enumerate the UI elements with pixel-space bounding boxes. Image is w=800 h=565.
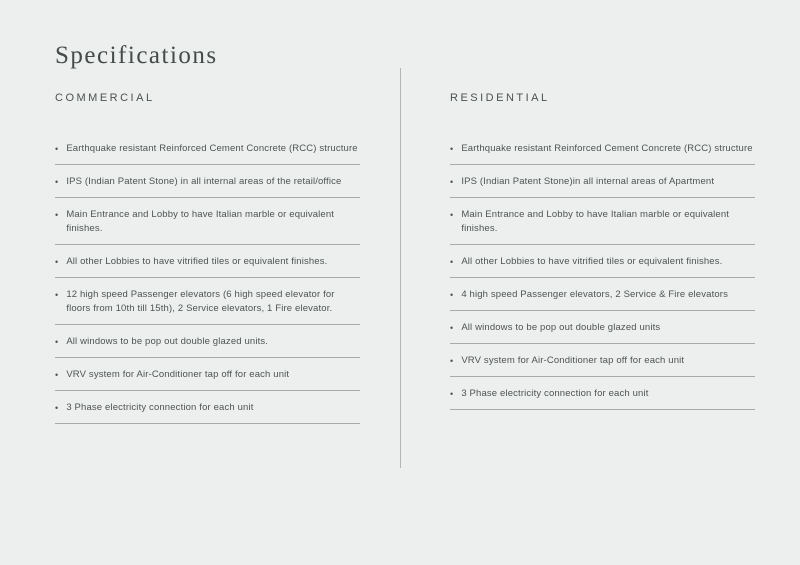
bullet-icon: • bbox=[55, 177, 59, 187]
spec-text: All windows to be pop out double glazed units. bbox=[66, 336, 269, 347]
list-item bbox=[450, 255, 755, 278]
bullet-icon: • bbox=[450, 356, 454, 366]
bullet-icon: • bbox=[55, 337, 59, 347]
residential-spec-list bbox=[450, 142, 755, 410]
spec-text: IPS (Indian Patent Stone) in all internal areas of the retail/office bbox=[66, 176, 342, 187]
list-item bbox=[55, 368, 360, 391]
bullet-icon: • bbox=[55, 257, 59, 267]
list-item bbox=[450, 387, 755, 410]
bullet-icon: • bbox=[55, 290, 59, 300]
list-item bbox=[450, 321, 755, 344]
column-divider bbox=[400, 68, 401, 468]
list-item bbox=[450, 142, 755, 165]
bullet-icon: • bbox=[450, 257, 454, 267]
spec-text: Earthquake resistant Reinforced Cement Concrete (RCC) structure bbox=[461, 143, 753, 154]
list-item bbox=[450, 288, 755, 311]
commercial-heading: COMMERCIAL bbox=[55, 92, 155, 104]
residential-heading: RESIDENTIAL bbox=[450, 92, 550, 104]
spec-text: VRV system for Air-Conditioner tap off for each unit bbox=[461, 355, 685, 366]
spec-text: Earthquake resistant Reinforced Cement Concrete (RCC) structure bbox=[66, 143, 358, 154]
list-item bbox=[55, 288, 360, 325]
bullet-icon: • bbox=[55, 403, 59, 413]
list-item bbox=[450, 208, 755, 245]
bullet-icon: • bbox=[450, 323, 454, 333]
bullet-icon: • bbox=[450, 389, 454, 399]
spec-text: IPS (Indian Patent Stone)in all internal areas of Apartment bbox=[461, 176, 715, 187]
bullet-icon: • bbox=[55, 144, 59, 154]
list-item bbox=[450, 354, 755, 377]
residential-column bbox=[450, 92, 755, 420]
spec-text: 3 Phase electricity connection for each unit bbox=[461, 388, 649, 399]
spec-text: Main Entrance and Lobby to have Italian marble or equivalent finishes. bbox=[66, 209, 335, 234]
list-item bbox=[55, 142, 360, 165]
spec-text: All other Lobbies to have vitrified tiles or equivalent finishes. bbox=[461, 256, 723, 267]
list-item bbox=[55, 401, 360, 424]
list-item bbox=[55, 175, 360, 198]
list-item bbox=[55, 255, 360, 278]
bullet-icon: • bbox=[450, 210, 454, 220]
list-item bbox=[55, 208, 360, 245]
list-item bbox=[450, 175, 755, 198]
list-item bbox=[55, 335, 360, 358]
bullet-icon: • bbox=[55, 370, 59, 380]
spec-text: Main Entrance and Lobby to have Italian marble or equivalent finishes. bbox=[461, 209, 730, 234]
spec-text: 3 Phase electricity connection for each unit bbox=[66, 402, 254, 413]
bullet-icon: • bbox=[450, 177, 454, 187]
bullet-icon: • bbox=[55, 210, 59, 220]
spec-text: All windows to be pop out double glazed units bbox=[461, 322, 661, 333]
spec-text: 4 high speed Passenger elevators, 2 Service & Fire elevators bbox=[461, 289, 729, 300]
spec-text: VRV system for Air-Conditioner tap off for each unit bbox=[66, 369, 290, 380]
page-title: Specifications bbox=[55, 42, 218, 69]
bullet-icon: • bbox=[450, 290, 454, 300]
commercial-spec-list bbox=[55, 142, 360, 424]
commercial-column bbox=[55, 92, 360, 434]
spec-text: 12 high speed Passenger elevators (6 high speed elevator for floors from 10th till 15th), 2 Service elevators, 1 Fire elevator. bbox=[66, 289, 335, 314]
bullet-icon: • bbox=[450, 144, 454, 154]
spec-text: All other Lobbies to have vitrified tiles or equivalent finishes. bbox=[66, 256, 328, 267]
